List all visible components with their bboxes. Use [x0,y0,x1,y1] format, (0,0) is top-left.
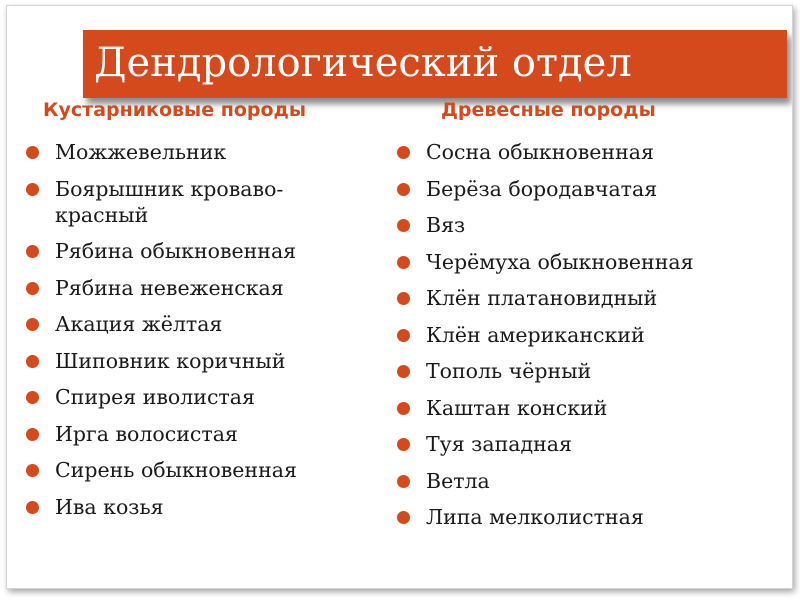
list-item-label: Клён американский [426,322,645,347]
list-item [396,468,786,494]
list-item [25,457,370,483]
list-item [396,249,786,275]
list-item [25,176,370,228]
bullet-icon [26,501,39,514]
list-item-label: Можжевельник [55,140,227,164]
bullet-icon [397,219,410,232]
list-item-label: Боярышник кроваво-красный [55,176,284,227]
list-item [25,311,370,337]
list-item-label: Клён платановидный [426,286,658,310]
list-item [396,212,786,238]
list-item [396,504,786,530]
bullet-icon [26,282,39,295]
list-item [25,384,370,410]
list-item-label: Рябина невеженская [55,275,284,300]
bullet-icon [397,511,410,524]
bullet-icon [26,146,39,159]
slide [6,5,793,589]
bullet-icon [26,318,39,331]
bullet-icon [26,391,39,404]
bullet-icon [397,438,410,451]
slide-title: Дендрологический отдел [94,40,632,86]
list-item-label: Каштан конский [426,395,608,420]
list-item-label: Спирея иволистая [55,385,255,409]
list-item [25,348,370,374]
list-item [25,139,370,165]
bullet-icon [397,183,410,196]
bullet-icon [26,355,39,368]
list-item-label: Шиповник коричный [55,348,286,373]
bullet-icon [397,475,410,488]
list-item-label: Ива козья [55,494,164,519]
bullet-icon [397,365,410,378]
list-item [25,494,370,520]
trees-heading: Древесные породы [441,99,656,121]
bullet-icon [26,464,39,477]
bullet-icon [26,428,39,441]
trees-list [396,139,786,541]
list-item [25,421,370,447]
list-item [396,285,786,311]
list-item [25,238,370,264]
bullet-icon [26,183,39,196]
list-item [396,395,786,421]
shrubs-list [25,139,370,530]
list-item-label: Тополь чёрный [426,359,592,383]
list-item [396,176,786,202]
bullet-icon [397,256,410,269]
list-item-label: Рябина обыкновенная [55,239,297,263]
list-item [25,275,370,301]
shrubs-heading: Кустарниковые породы [43,99,307,121]
bullet-icon [397,402,410,415]
list-item-label: Черёмуха обыкновенная [426,249,694,274]
list-item [396,139,786,165]
list-item-label: Туя западная [426,432,572,456]
list-item-label: Берёза бородавчатая [426,176,658,201]
list-item [396,358,786,384]
bullet-icon [397,292,410,305]
bullet-icon [397,146,410,159]
list-item-label: Липа мелколистная [426,505,644,529]
list-item-label: Ветла [426,468,490,493]
list-item-label: Сосна обыкновенная [426,140,654,164]
list-item [396,322,786,348]
bullet-icon [26,245,39,258]
bullet-icon [397,329,410,342]
list-item [396,431,786,457]
title-banner [83,30,787,98]
list-item-label: Акация жёлтая [55,312,223,336]
list-item-label: Ирга волосистая [55,421,238,446]
list-item-label: Сирень обыкновенная [55,458,297,482]
list-item-label: Вяз [426,213,466,237]
